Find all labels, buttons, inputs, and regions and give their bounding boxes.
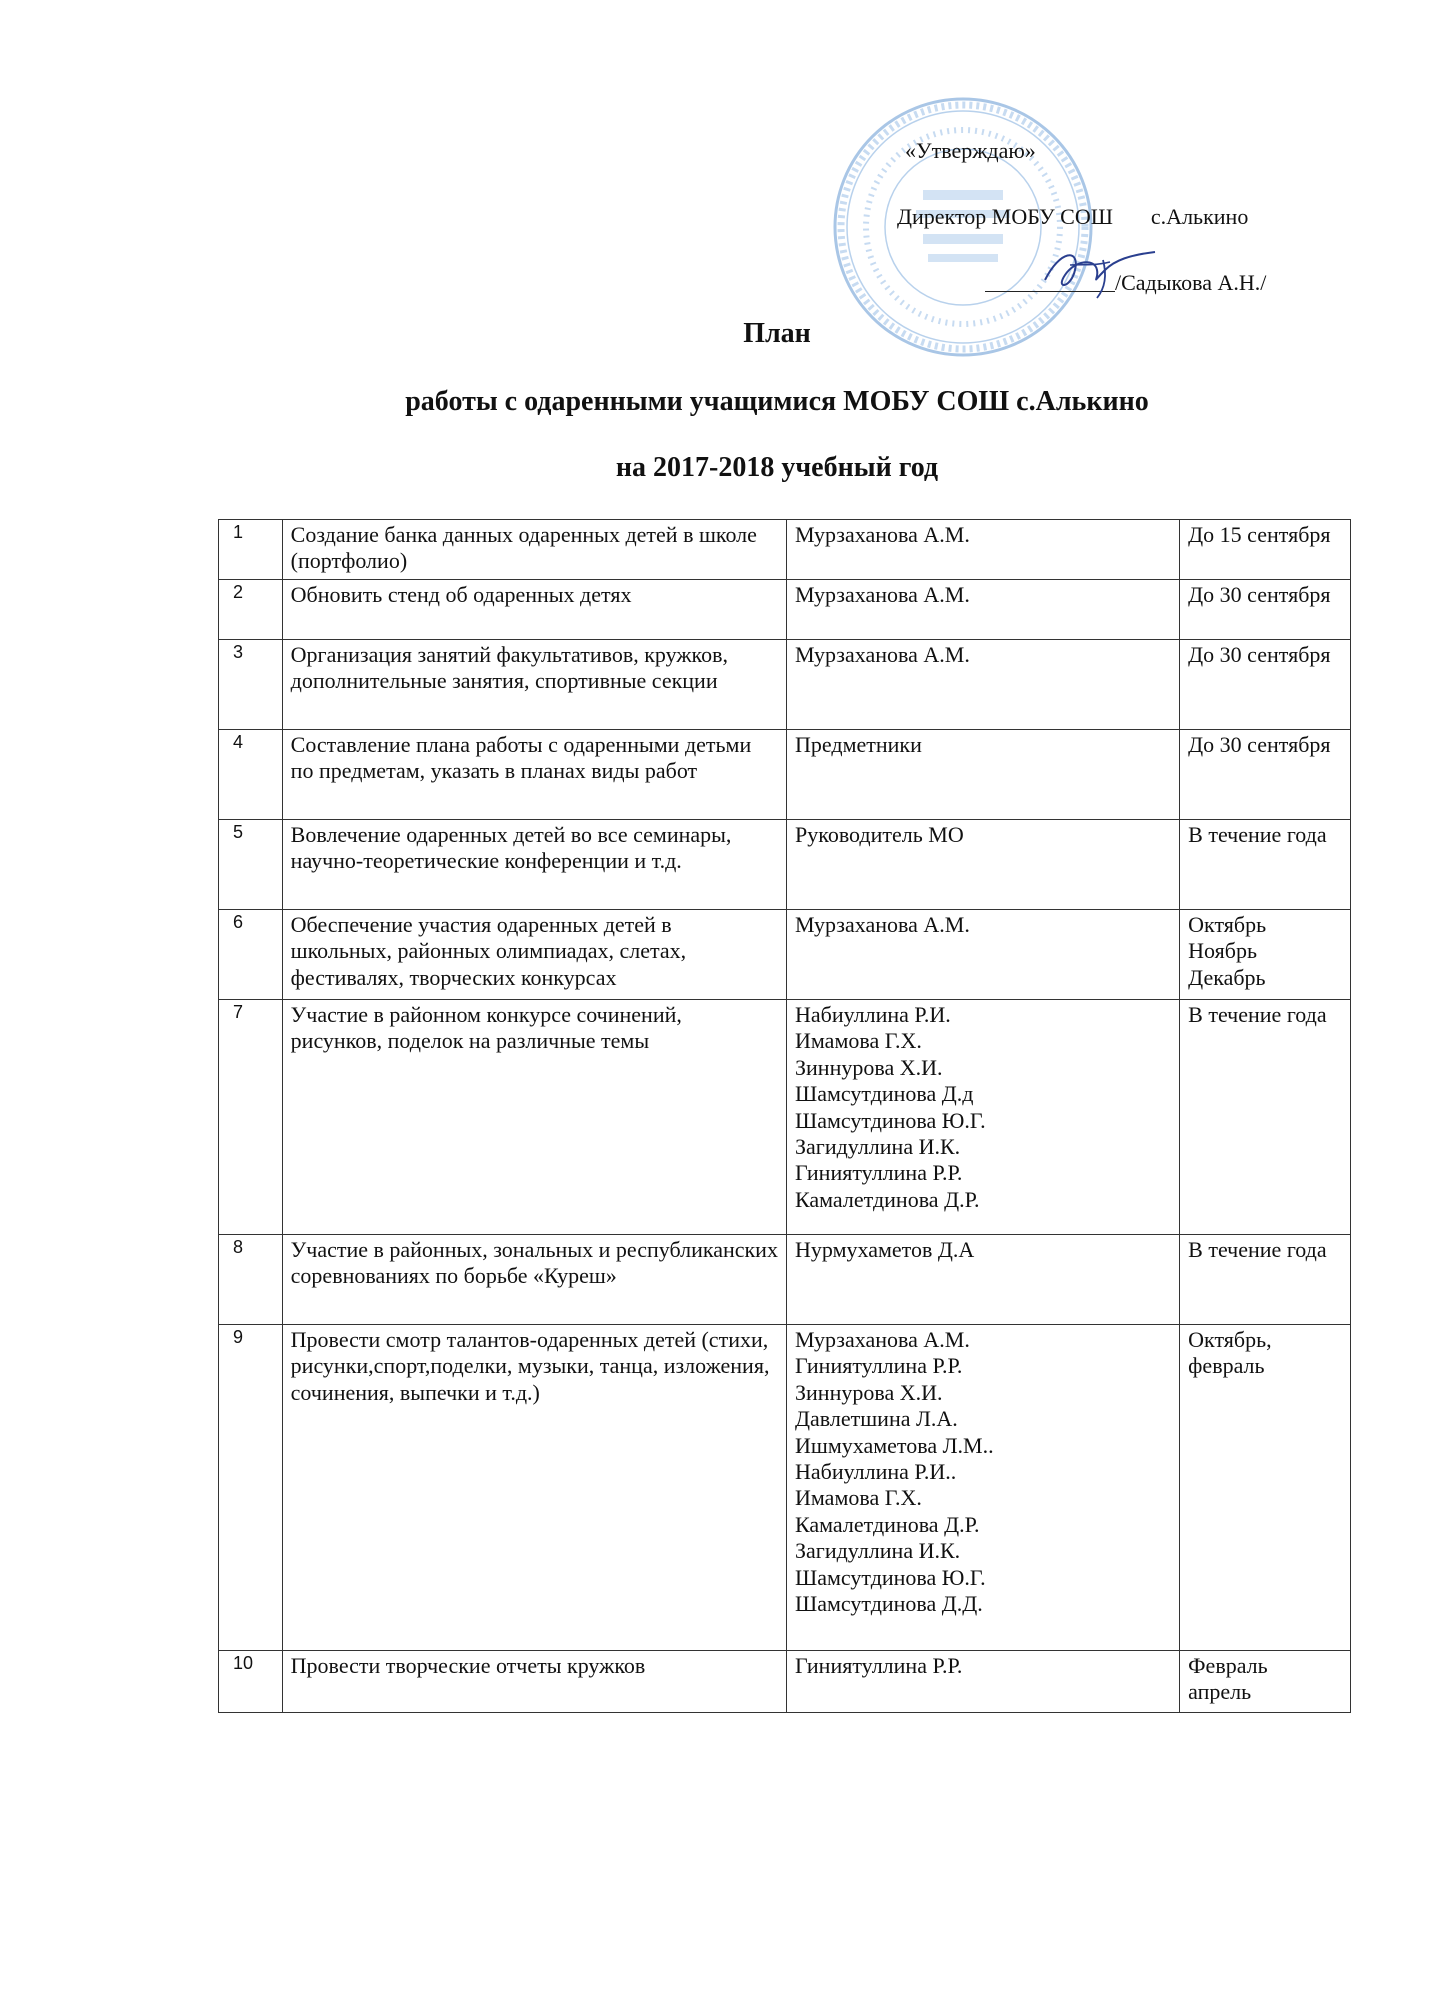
row-number: 1 bbox=[219, 520, 283, 580]
plan-table bbox=[218, 519, 1351, 1713]
responsible-text: Мурзаханова А.М. bbox=[795, 912, 970, 937]
row-term: В течение года bbox=[1180, 1000, 1351, 1235]
row-term: До 30 сентября bbox=[1180, 730, 1351, 820]
row-term bbox=[1180, 1651, 1351, 1713]
document-subtitle: работы с одаренными учащимися МОБУ СОШ с.Алькино bbox=[405, 386, 1149, 417]
row-responsible bbox=[787, 1651, 1180, 1713]
responsible-text: Нурмухаметов Д.А bbox=[795, 1237, 975, 1262]
row-activity: Провести творческие отчеты кружков bbox=[282, 1651, 786, 1713]
row-activity: Провести смотр талантов-одаренных детей (стихи, рисунки,спорт,поделки, музыки, танца, изложения, сочинения, выпечки и т.д.) bbox=[282, 1325, 786, 1651]
table-row bbox=[219, 640, 1351, 730]
responsible-text: Мурзаханова А.М. bbox=[795, 642, 970, 667]
row-term: В течение года bbox=[1180, 820, 1351, 910]
row-activity: Обеспечение участия одаренных детей в школьных, районных олимпиадах, слетах, фестивалях, творческих конкурсах bbox=[282, 910, 786, 1000]
term-text: Февраль апрель bbox=[1188, 1653, 1268, 1705]
approval-heading: «Утверждаю» bbox=[905, 138, 1036, 163]
table-row bbox=[219, 730, 1351, 820]
row-responsible bbox=[787, 1235, 1180, 1325]
row-responsible bbox=[787, 910, 1180, 1000]
table-row bbox=[219, 1000, 1351, 1235]
row-responsible bbox=[787, 640, 1180, 730]
row-number: 9 bbox=[219, 1325, 283, 1651]
row-term bbox=[1180, 910, 1351, 1000]
table-row bbox=[219, 820, 1351, 910]
approval-signatory-name: /Садыкова А.Н./ bbox=[1115, 270, 1267, 295]
responsible-text: Мурзаханова А.М. bbox=[795, 582, 970, 607]
responsible-text: Гиниятуллина Р.Р. bbox=[795, 1653, 963, 1678]
table-row bbox=[219, 910, 1351, 1000]
row-term: До 30 сентября bbox=[1180, 640, 1351, 730]
row-responsible bbox=[787, 580, 1180, 640]
responsible-text: Мурзаханова А.М. bbox=[795, 522, 970, 547]
responsible-text: Предметники bbox=[795, 732, 922, 757]
approval-position-title: Директор МОБУ СОШ bbox=[897, 204, 1113, 229]
row-term: В течение года bbox=[1180, 1235, 1351, 1325]
row-responsible bbox=[787, 820, 1180, 910]
row-activity: Вовлечение одаренных детей во все семинары, научно-теоретические конференции и т.д. bbox=[282, 820, 786, 910]
row-number: 3 bbox=[219, 640, 283, 730]
table-row bbox=[219, 520, 1351, 580]
document-title: План bbox=[743, 318, 811, 349]
row-activity: Участие в районном конкурсе сочинений, рисунков, поделок на различные темы bbox=[282, 1000, 786, 1235]
row-number: 8 bbox=[219, 1235, 283, 1325]
approval-position bbox=[897, 204, 1248, 230]
approval-village: с.Алькино bbox=[1150, 204, 1249, 229]
row-number: 6 bbox=[219, 910, 283, 1000]
term-text: Октябрь Ноябрь Декабрь bbox=[1188, 912, 1267, 990]
row-responsible bbox=[787, 1325, 1180, 1651]
responsible-text: Руководитель МО bbox=[795, 822, 964, 847]
table-row bbox=[219, 1651, 1351, 1713]
row-number: 7 bbox=[219, 1000, 283, 1235]
table-row bbox=[219, 580, 1351, 640]
row-number: 4 bbox=[219, 730, 283, 820]
row-activity: Участие в районных, зональных и республиканских соревнованиях по борьбе «Куреш» bbox=[282, 1235, 786, 1325]
row-activity: Организация занятий факультативов, кружков, дополнительные занятия, спортивные секции bbox=[282, 640, 786, 730]
row-number: 10 bbox=[219, 1651, 283, 1713]
term-text: Октябрь, февраль bbox=[1188, 1327, 1272, 1379]
responsible-text: Набиуллина Р.И. Имамова Г.Х. Зиннурова Х.И. Шамсутдинова Д.д Шамсутдинова Ю.Г. Загидуллина И.К. Гиниятуллина Р.Р. Камалетдинова Д.Р. bbox=[795, 1002, 986, 1212]
row-number: 2 bbox=[219, 580, 283, 640]
table-row bbox=[219, 1235, 1351, 1325]
document-year: на 2017-2018 учебный год bbox=[615, 452, 939, 483]
row-responsible bbox=[787, 520, 1180, 580]
row-responsible bbox=[787, 1000, 1180, 1235]
row-activity: Создание банка данных одаренных детей в школе (портфолио) bbox=[282, 520, 786, 580]
table-row bbox=[219, 1325, 1351, 1651]
row-term bbox=[1180, 1325, 1351, 1651]
responsible-text: Мурзаханова А.М. Гиниятуллина Р.Р. Зиннурова Х.И. Давлетшина Л.А. Ишмухаметова Л.М.. Набиуллина Р.И.. Имамова Г.Х. Камалетдинова Д.Р. Загидуллина И.К. Шамсутдинова Ю.Г. Шамсутдинова Д.Д. bbox=[795, 1327, 994, 1616]
row-activity: Составление плана работы с одаренными детьми по предметам, указать в планах виды работ bbox=[282, 730, 786, 820]
row-responsible bbox=[787, 730, 1180, 820]
handwritten-signature bbox=[1035, 240, 1165, 300]
row-activity: Обновить стенд об одаренных детях bbox=[282, 580, 786, 640]
row-number: 5 bbox=[219, 820, 283, 910]
row-term: До 30 сентября bbox=[1180, 580, 1351, 640]
row-term: До 15 сентября bbox=[1180, 520, 1351, 580]
